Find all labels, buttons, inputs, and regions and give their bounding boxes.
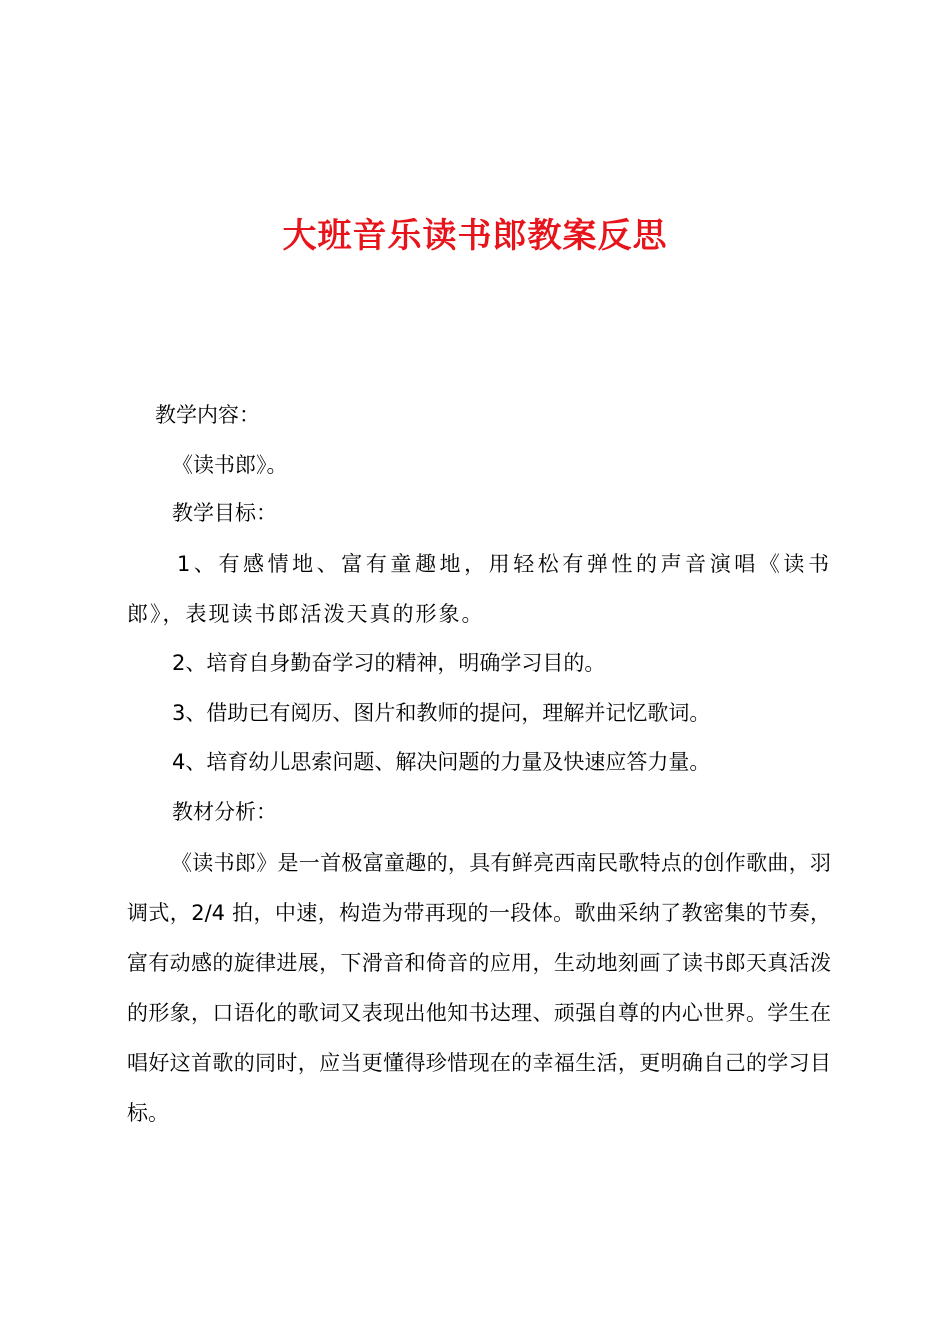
document-title: 大班音乐读书郎教案反思 xyxy=(282,216,668,256)
heading-teaching-goals: 教学目标： xyxy=(172,501,277,525)
goal-item-4: 4、培育幼儿思索问题、解决问题的力量及快速应答力量。 xyxy=(172,750,711,774)
teaching-content-text: 《读书郎》。 xyxy=(172,453,288,477)
goal-item-2: 2、培育自身勤奋学习的精神，明确学习目的。 xyxy=(172,651,606,675)
heading-teaching-content: 教学内容： xyxy=(155,403,260,427)
goal-item-1: 1、有感情地、富有童趣地，用轻松有弹性的声音演唱《读书郎》，表现读书郎活泼天真的形象。 xyxy=(127,552,831,626)
heading-material-analysis: 教材分析： xyxy=(172,800,277,824)
material-analysis-paragraph: 《读书郎》是一首极富童趣的，具有鲜亮西南民歌特点的创作歌曲，羽调式，2/4 拍，中速，构造为带再现的一段体。歌曲采纳了教密集的节奏，富有动感的旋律进展，下滑音和倚音的应用，生动地刻画了读书郎天真活泼的形象，口语化的歌词又表现出他知书达理、顽强自尊的内心世界。学生在唱好这首歌的同时，应当更懂得珍惜现在的幸福生活，更明确自己的学习目标。 xyxy=(127,851,831,1125)
goal-item-3: 3、借助已有阅历、图片和教师的提问，理解并记忆歌词。 xyxy=(172,701,711,725)
